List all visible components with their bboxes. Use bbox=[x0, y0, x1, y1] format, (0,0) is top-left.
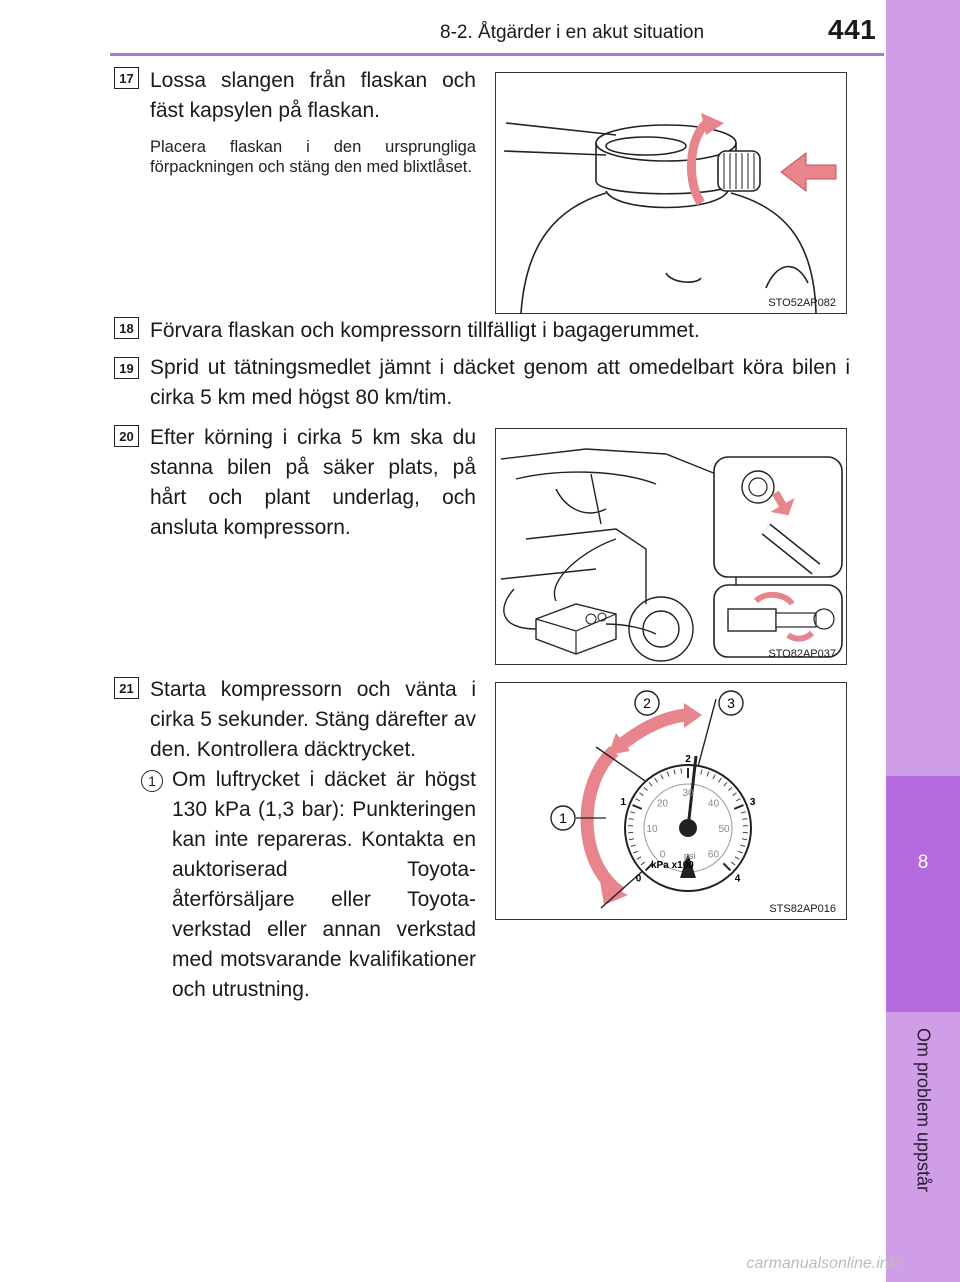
gauge-inner-label: 60 bbox=[707, 849, 720, 861]
step-17-note: Placera flaskan i den ursprungliga förpackningen och stäng den med blixtlåset. bbox=[150, 138, 476, 176]
sub-item-text: Om luftrycket i däcket är högst 130 kPa (1,3 bar): Punkteringen kan inte repareras. Kontakta en auktoriserad Toyota-återförsäljare eller Toyota-verkstad eller annan verkstad med motsvarande kvalifikationer och utrustning. bbox=[172, 768, 476, 1001]
gauge-outer-label: 4 bbox=[734, 873, 741, 885]
figure-car-compressor bbox=[495, 428, 847, 665]
chapter-tab-highlight bbox=[886, 776, 960, 1012]
car-compressor-illustration bbox=[496, 429, 846, 664]
chapter-number: 8 bbox=[917, 852, 929, 873]
gauge-outer-label: 1 bbox=[620, 797, 627, 809]
gauge-unit-kpa: kPa x100 bbox=[651, 860, 694, 871]
step-badge-21: 21 bbox=[114, 677, 139, 699]
chapter-title: Om problem uppstår bbox=[913, 1027, 934, 1193]
gauge-outer-label: 0 bbox=[635, 873, 642, 885]
step-badge-17: 17 bbox=[114, 67, 139, 89]
step-badge-18: 18 bbox=[114, 317, 139, 339]
figure-pressure-gauge bbox=[495, 682, 847, 920]
callout-1: 1 bbox=[559, 810, 567, 826]
step-21-text: Starta kompressorn och vänta i cirka 5 sekunder. Stäng därefter av den. Kontrollera däcktrycket. bbox=[150, 678, 476, 761]
step-19-text: Sprid ut tätningsmedlet jämnt i däcket genom att omedelbart köra bilen i cirka 5 km med högst 80 km/tim. bbox=[150, 356, 850, 409]
section-header: 8-2. Åtgärder i en akut situation bbox=[440, 22, 705, 43]
figure-code-3: STS82AP016 bbox=[769, 903, 836, 915]
gauge-inner-label: 50 bbox=[718, 824, 730, 835]
gauge-outer-label: 2 bbox=[685, 754, 691, 765]
bottle-cap-illustration bbox=[496, 73, 846, 313]
callout-3: 3 bbox=[727, 695, 735, 711]
sub-item-marker-1: 1 bbox=[141, 770, 163, 792]
step-17-text: Lossa slangen från flaskan och fäst kapsylen på flaskan. bbox=[150, 69, 476, 122]
step-18-text: Förvara flaskan och kompressorn tillfälligt i bagagerummet. bbox=[150, 319, 700, 342]
figure-bottle-cap bbox=[495, 72, 847, 314]
figure-code-2: STO82AP037 bbox=[768, 648, 836, 660]
gauge-inner-label: 30 bbox=[682, 788, 694, 799]
gauge-inner-label: 10 bbox=[646, 824, 658, 835]
gauge-inner-label: 20 bbox=[656, 798, 669, 810]
gauge-inner-label: 0 bbox=[659, 849, 666, 861]
step-badge-20: 20 bbox=[114, 425, 139, 447]
figure-code-1: STO52AP082 bbox=[768, 297, 836, 309]
pressure-gauge-illustration bbox=[496, 683, 846, 919]
callout-2: 2 bbox=[643, 695, 651, 711]
watermark: carmanualsonline.info bbox=[746, 1255, 902, 1272]
gauge-inner-label: 40 bbox=[707, 798, 720, 810]
step-20-text: Efter körning i cirka 5 km ska du stanna bilen på säker plats, på hårt och plant underlag, och ansluta kompressorn. bbox=[150, 426, 476, 539]
header-divider bbox=[110, 53, 884, 56]
gauge-unit-psi: psi bbox=[684, 851, 696, 861]
gauge-outer-label: 3 bbox=[749, 797, 756, 809]
gauge-tick bbox=[681, 768, 682, 773]
page-number: 441 bbox=[828, 14, 877, 45]
step-badge-19: 19 bbox=[114, 357, 139, 379]
